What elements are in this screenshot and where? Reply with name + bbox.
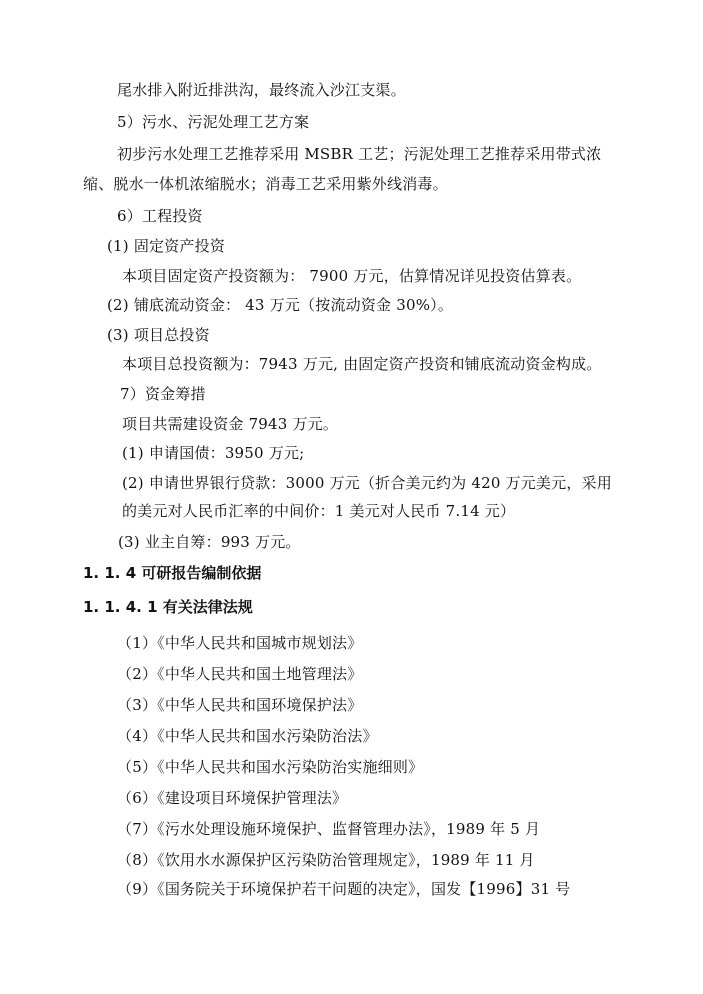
law-item: （2）《中华人民共和国土地管理法》: [117, 665, 363, 683]
subsection-fixed-assets: (1) 固定资产投资: [107, 237, 226, 255]
funding-item: (1) 申请国债：3950 万元;: [122, 444, 305, 462]
paragraph-line: 初步污水处理工艺推荐采用 MSBR 工艺；污泥处理工艺推荐采用带式浓: [117, 145, 602, 163]
paragraph-line: 的美元对人民币汇率的中间价：1 美元对人民币 7.14 元）: [122, 502, 516, 520]
paragraph-line: 缩、脱水一体机浓缩脱水；消毒工艺采用紫外线消毒。: [83, 175, 448, 193]
law-item: （7）《污水处理设施环境保护、监督管理办法》，1989 年 5 月: [117, 820, 541, 838]
paragraph-line: 本项目固定资产投资额为： 7900 万元，估算情况详见投资估算表。: [122, 267, 582, 285]
law-item: （6）《建设项目环境保护管理法》: [117, 789, 348, 807]
section-6-title: 6）工程投资: [117, 207, 203, 225]
heading-laws: 1. 1. 4. 1 有关法律法规: [83, 598, 253, 616]
law-item: （5）《中华人民共和国水污染防治实施细则》: [117, 758, 424, 776]
section-5-title: 5）污水、污泥处理工艺方案: [117, 113, 310, 131]
heading-basis: 1. 1. 4 可研报告编制依据: [83, 564, 262, 582]
funding-item: (3) 业主自筹：993 万元。: [118, 533, 301, 551]
paragraph-line: 项目共需建设资金 7943 万元。: [122, 415, 339, 433]
paragraph-line: 尾水排入附近排洪沟，最终流入沙江支渠。: [117, 81, 406, 99]
funding-item: (2) 申请世界银行贷款：3000 万元（折合美元约为 420 万元美元，采用: [122, 474, 612, 492]
law-item: （9）《国务院关于环境保护若干问题的决定》，国发【1996】31 号: [117, 880, 571, 898]
subsection-working-capital: (2) 铺底流动资金： 43 万元（按流动资金 30%）。: [107, 296, 454, 314]
law-item: （4）《中华人民共和国水污染防治法》: [117, 727, 378, 745]
law-item: （1）《中华人民共和国城市规划法》: [117, 634, 363, 652]
section-7-title: 7）资金筹措: [120, 385, 206, 403]
subsection-total-investment: (3) 项目总投资: [107, 326, 210, 344]
paragraph-line: 本项目总投资额为：7943 万元, 由固定资产投资和铺底流动资金构成。: [122, 355, 602, 373]
law-item: （3）《中华人民共和国环境保护法》: [117, 696, 363, 714]
law-item: （8）《饮用水水源保护区污染防治管理规定》，1989 年 11 月: [117, 851, 535, 869]
